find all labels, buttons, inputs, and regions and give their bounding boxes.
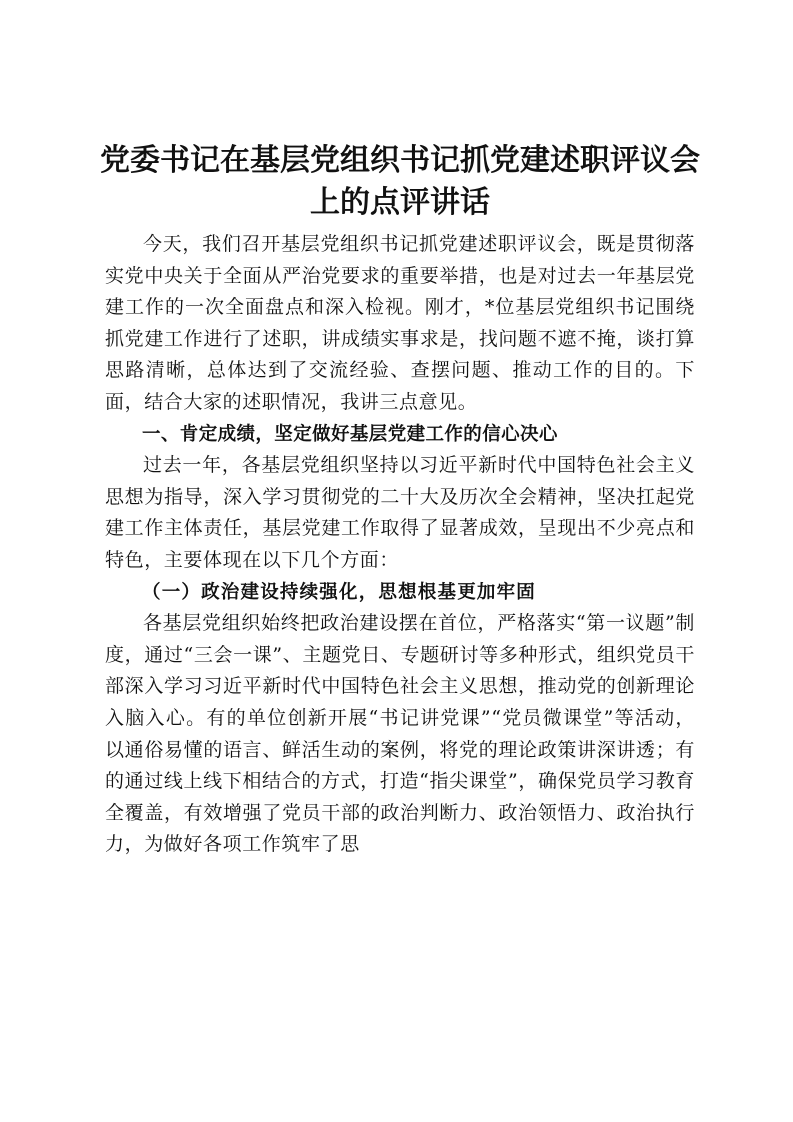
subsection-1-paragraph: 各基层党组织始终把政治建设摆在首位，严格落实“第一议题”制度，通过“三会一课”、主题党日、专题研讨等多种形式，组织党员干部深入学习习近平新时代中国特色社会主义思想，推动党的创新理论入脑入心。有的单位创新开展“书记讲党课”“党员微课堂”等活动，以通俗易懂的语言、鲜活生动的案例，将党的理论政策讲深讲透；有的通过线上线下相结合的方式，打造“指尖课堂”，确保党员学习教育全覆盖，有效增强了党员干部的政治判断力、政治领悟力、政治执行力，为做好各项工作筑牢了思 bbox=[105, 612, 695, 856]
section-heading-1: 一、肯定成绩，坚定做好基层党建工作的信心决心 bbox=[142, 423, 558, 445]
intro-paragraph: 今天，我们召开基层党组织书记抓党建述职评议会，既是贯彻落实党中央关于全面从严治党要求的重要举措，也是对过去一年基层党建工作的一次全面盘点和深入检视。刚才，*位基层党组织书记围绕抓党建工作进行了述职，讲成绩实事求是，找问题不遮不掩，谈打算思路清晰，总体达到了交流经验、查摆问题、推动工作的目的。下面，结合大家的述职情况，我讲三点意见。 bbox=[105, 233, 695, 413]
document-title: 党委书记在基层党组织书记抓党建述职评议会上的点评讲话 bbox=[100, 143, 700, 220]
document-body bbox=[105, 229, 695, 861]
section-1-paragraph: 过去一年，各基层党组织坚持以习近平新时代中国特色社会主义思想为指导，深入学习贯彻党的二十大及历次全会精神，坚决扛起党建工作主体责任，基层党建工作取得了显著成效，呈现出不少亮点和特色，主要体现在以下几个方面： bbox=[105, 454, 695, 571]
subsection-heading-1: （一）政治建设持续强化，思想根基更加牢固 bbox=[142, 581, 537, 603]
